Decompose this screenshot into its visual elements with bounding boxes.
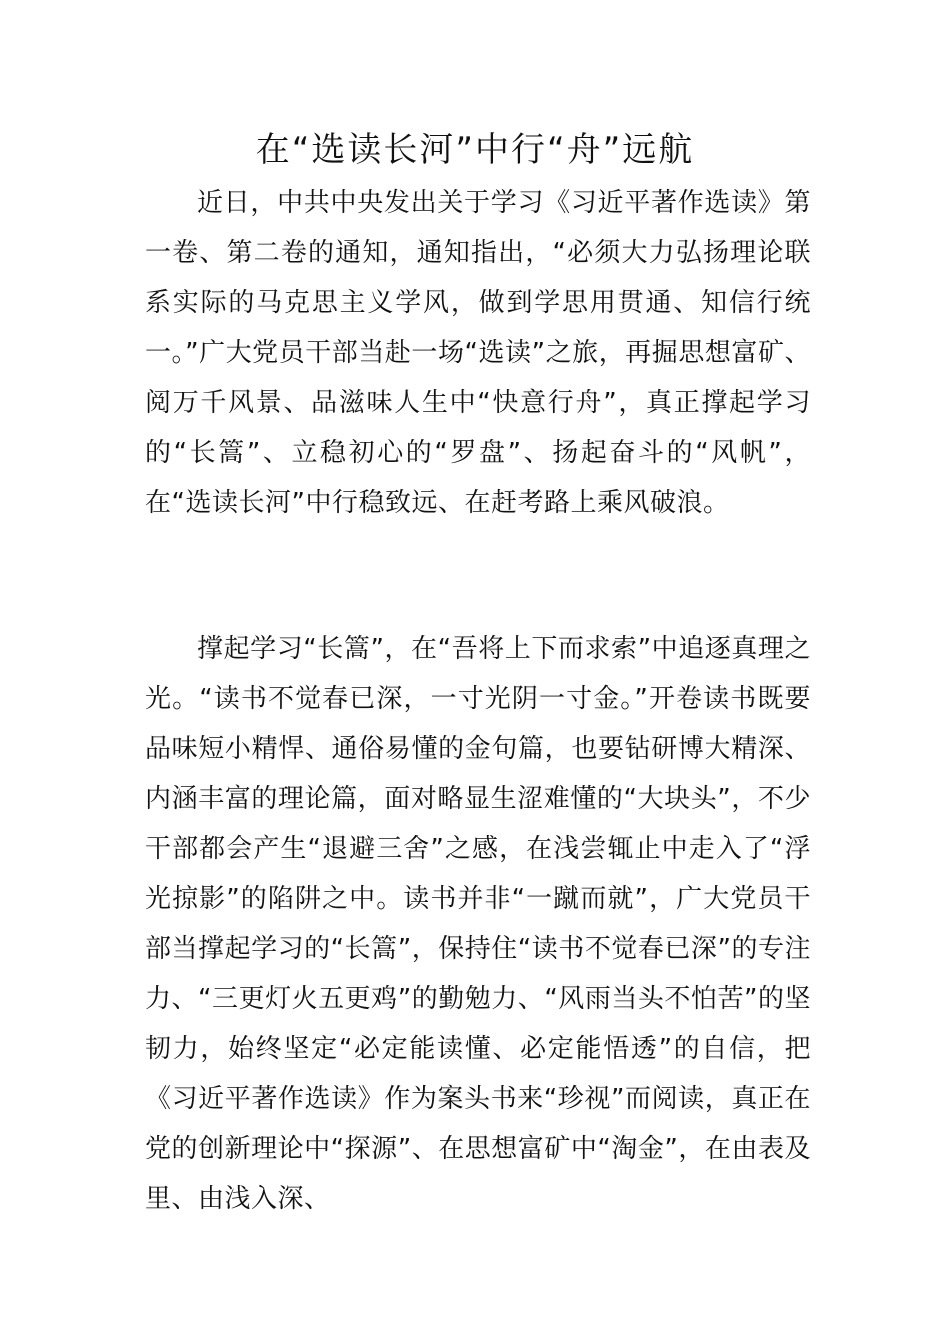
paragraph-intro: 近日，中共中央发出关于学习《习近平著作选读》第一卷、第二卷的通知，通知指出，“必须大力弘扬理论联系实际的马克思主义学风，做到学思用贯通、知信行统一。”广大党员干部当赴一场“选读”之旅，再掘思想富矿、阅万千风景、品滋味人生中“快意行舟”，真正撑起学习的“长篙”、立稳初心的“罗盘”、扬起奋斗的“风帆”，在“选读长河”中行稳致远、在赶考路上乘风破浪。: [145, 188, 811, 518]
document-title: 在“选读长河”中行“舟”远航: [255, 130, 695, 170]
paragraph-study: 撑起学习“长篙”，在“吾将上下而求索”中追逐真理之光。“读书不觉春已深，一寸光阴一寸金。”开卷读书既要品味短小精悍、通俗易懂的金句篇，也要钻研博大精深、内涵丰富的理论篇，面对略显生涩难懂的“大块头”，不少干部都会产生“退避三舍”之感，在浅尝辄止中走入了“浮光掠影”的陷阱之中。读书并非“一蹴而就”，广大党员干部当撑起学习的“长篙”，保持住“读书不觉春已深”的专注力、“三更灯火五更鸡”的勤勉力、“风雨当头不怕苦”的坚韧力，始终坚定“必定能读懂、必定能悟透”的自信，把《习近平著作选读》作为案头书来“珍视”而阅读，真正在党的创新理论中“探源”、在思想富矿中“淘金”，在由表及里、由浅入深、: [145, 634, 811, 1214]
